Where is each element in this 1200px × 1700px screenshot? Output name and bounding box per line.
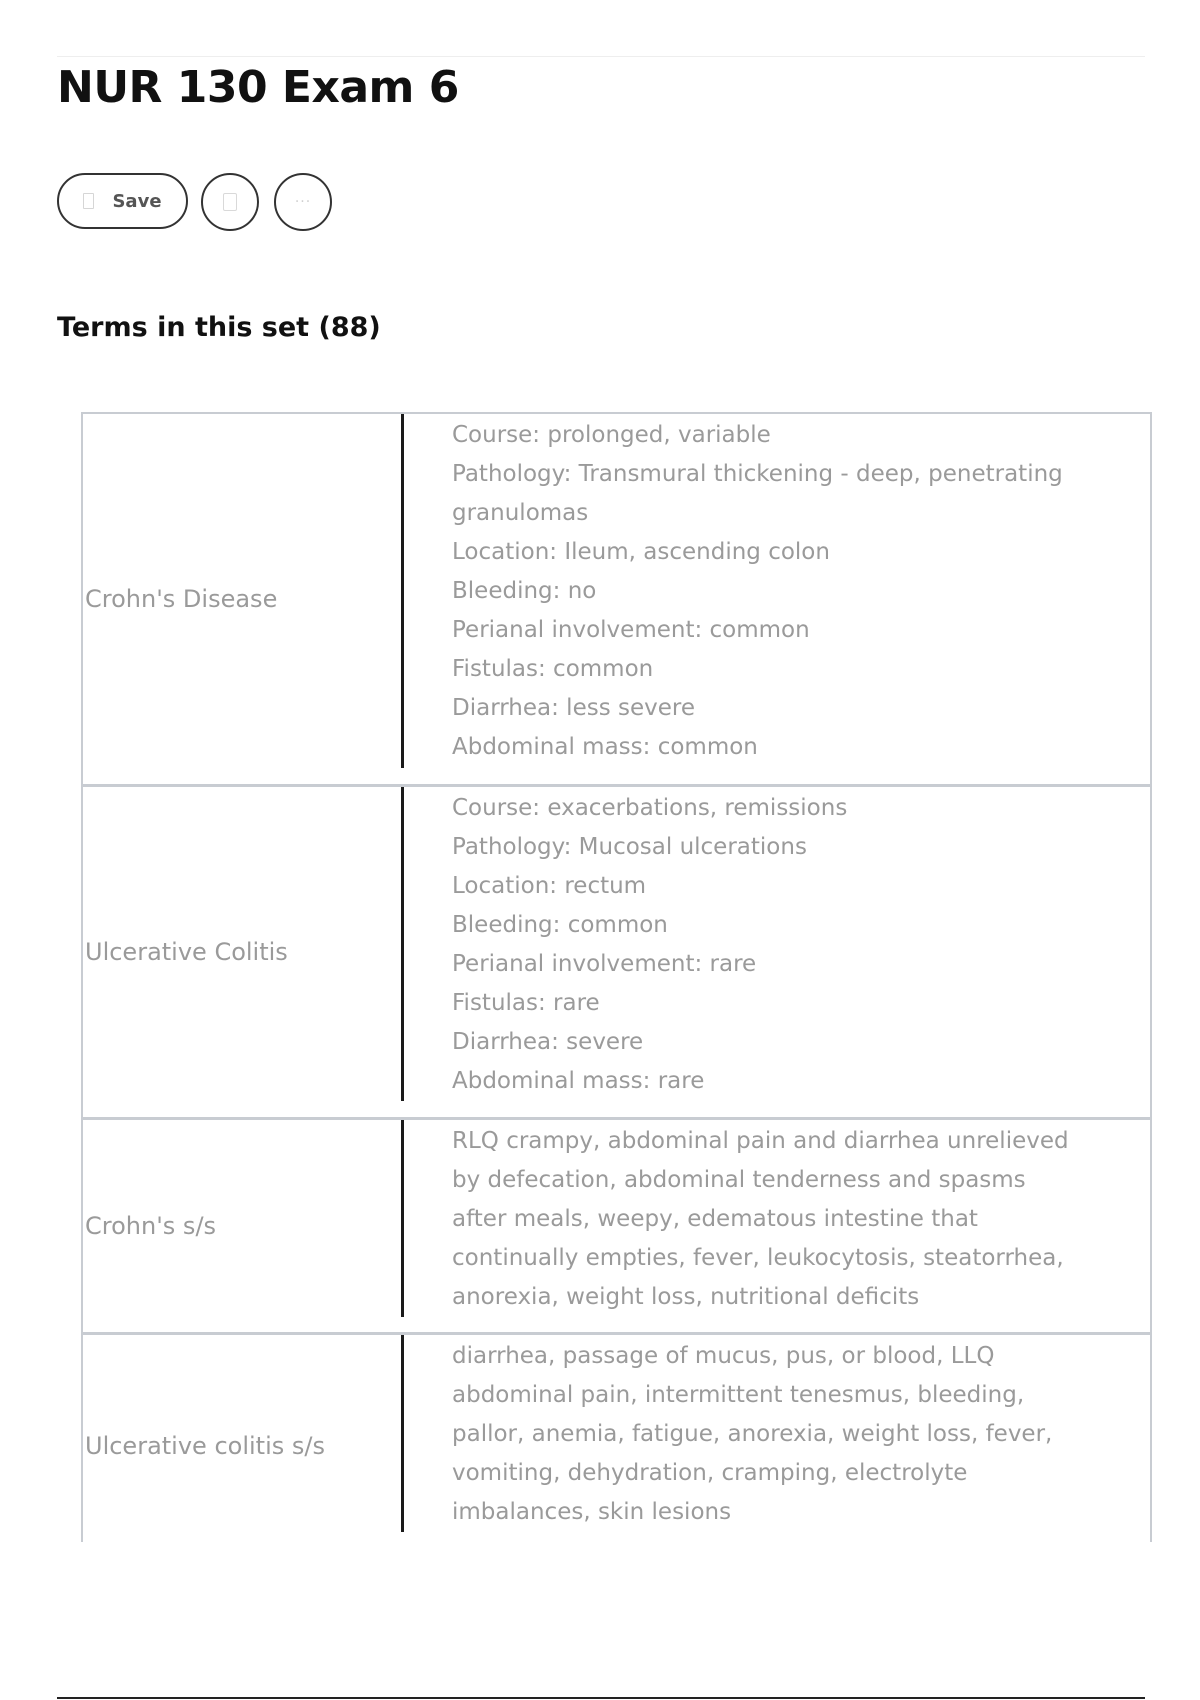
terms-table — [81, 412, 1152, 1542]
term-text: Crohn's s/s — [85, 1212, 217, 1240]
term-definition-divider — [401, 1120, 404, 1317]
definition-line: Diarrhea: less severe — [452, 695, 695, 721]
definition-line: Bleeding: no — [452, 578, 597, 604]
definition-line: Bleeding: common — [452, 912, 668, 938]
top-divider — [57, 56, 1145, 57]
term-definition-divider — [401, 1335, 404, 1532]
definition-text — [452, 1122, 1072, 1317]
bookmark-icon — [83, 193, 94, 209]
bottom-divider — [57, 1697, 1145, 1699]
definition-line: vomiting, dehydration, cramping, electrolyte — [452, 1460, 968, 1486]
definition-line: continually empties, fever, leukocytosis, steatorrhea, — [452, 1245, 1064, 1271]
share-button[interactable] — [201, 173, 259, 231]
definition-line: imbalances, skin lesions — [452, 1499, 732, 1525]
term-row[interactable] — [83, 414, 1150, 784]
save-button-label: Save — [112, 190, 162, 212]
term-text: Crohn's Disease — [85, 585, 278, 613]
term-text: Ulcerative colitis s/s — [85, 1432, 325, 1460]
definition-line: Course: prolonged, variable — [452, 422, 771, 448]
definition-line: abdominal pain, intermittent tenesmus, bleeding, — [452, 1382, 1025, 1408]
term-row[interactable] — [83, 784, 1150, 1117]
term-row[interactable] — [83, 1332, 1150, 1542]
definition-line: Course: exacerbations, remissions — [452, 795, 848, 821]
definition-line: Location: rectum — [452, 873, 647, 899]
definition-text — [452, 789, 1072, 1101]
definition-line: anorexia, weight loss, nutritional deficits — [452, 1284, 920, 1310]
definition-line: Perianal involvement: common — [452, 617, 810, 643]
definition-line: Abdominal mass: common — [452, 734, 758, 760]
definition-line: Abdominal mass: rare — [452, 1068, 705, 1094]
definition-line: Diarrhea: severe — [452, 1029, 644, 1055]
definition-line: Fistulas: common — [452, 656, 654, 682]
definition-line: Location: Ileum, ascending colon — [452, 539, 830, 565]
term-definition-divider — [401, 787, 404, 1101]
definition-line: Fistulas: rare — [452, 990, 600, 1016]
page-title: NUR 130 Exam 6 — [57, 62, 459, 113]
more-options-icon: ··· — [294, 194, 312, 210]
definition-line: RLQ crampy, abdominal pain and diarrhea unrelieved — [452, 1128, 1069, 1154]
definition-line: Pathology: Mucosal ulcerations — [452, 834, 807, 860]
definition-line: pallor, anemia, fatigue, anorexia, weight loss, fever, — [452, 1421, 1053, 1447]
definition-line: by defecation, abdominal tenderness and spasms — [452, 1167, 1026, 1193]
definition-text — [452, 416, 1072, 767]
definition-line: after meals, weepy, edematous intestine that — [452, 1206, 978, 1232]
more-options-button[interactable] — [274, 173, 332, 231]
share-icon — [223, 193, 237, 211]
term-text: Ulcerative Colitis — [85, 938, 288, 966]
term-definition-divider — [401, 414, 404, 768]
definition-line: Pathology: Transmural thickening - deep, penetrating — [452, 461, 1063, 487]
terms-count-heading: Terms in this set (88) — [57, 312, 381, 343]
save-button[interactable] — [57, 173, 188, 229]
definition-line: diarrhea, passage of mucus, pus, or blood, LLQ — [452, 1343, 995, 1369]
definition-text — [452, 1337, 1072, 1532]
definition-line: Perianal involvement: rare — [452, 951, 757, 977]
definition-line: granulomas — [452, 500, 589, 526]
term-row[interactable] — [83, 1117, 1150, 1332]
